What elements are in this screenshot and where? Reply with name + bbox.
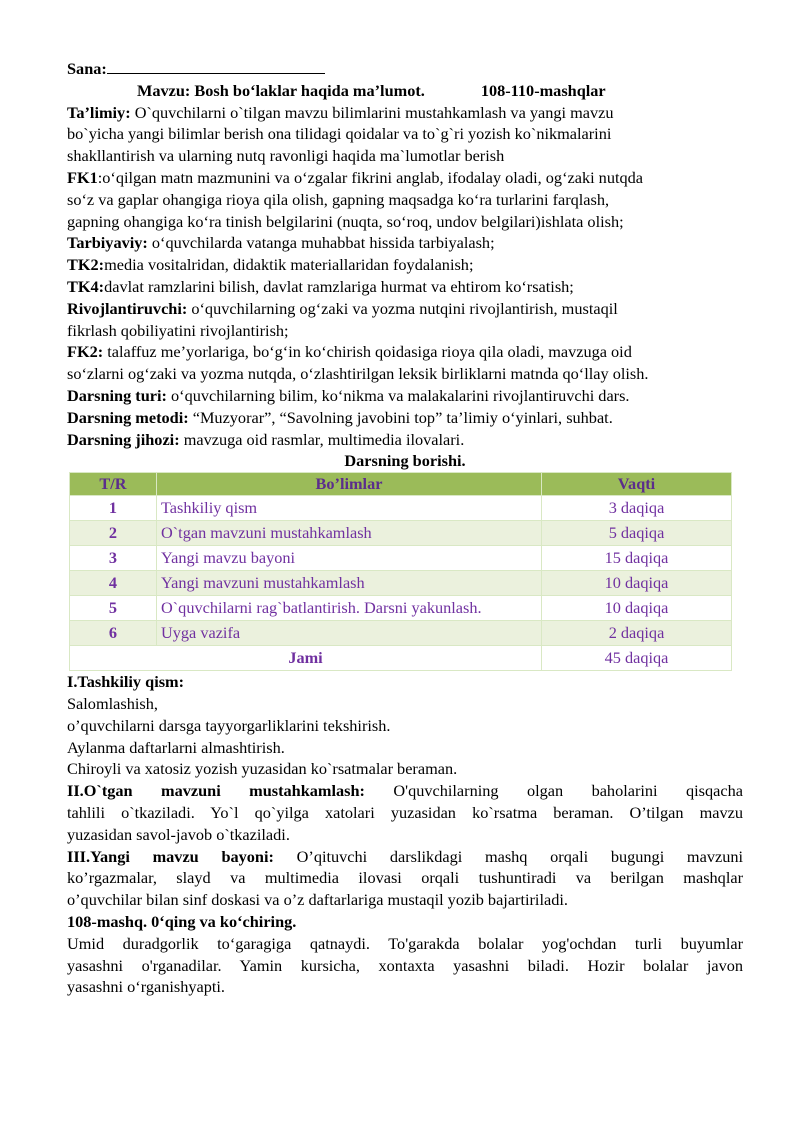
section-1-line: Chiroyli va xatosiz yozish yuzasidan ko`rsatmalar beraman. bbox=[67, 759, 458, 779]
lesson-plan-table bbox=[69, 472, 732, 671]
turi-text: o‘quvchilarning bilim, ko‘nikma va malakalarini rivojlantiruvchi dars. bbox=[166, 385, 630, 405]
metodi-text: “Muzyorar”, “Savolning javobini top” ta’limiy o‘yinlari, suhbat. bbox=[188, 407, 613, 427]
row-time: 10 daqiqa bbox=[542, 571, 732, 596]
section-2-first: O'quvchilarning olgan baholarini qisqacha bbox=[393, 781, 743, 801]
fk1-label: FK1 bbox=[67, 167, 98, 187]
fk2-label: FK2: bbox=[67, 342, 104, 362]
table-total-row bbox=[70, 646, 732, 671]
row-time: 15 daqiqa bbox=[542, 546, 732, 571]
rivoj-line: o‘quvchilarning og‘zaki va yozma nutqini rivojlantirish, mustaqil bbox=[187, 298, 618, 318]
goal-fk1 bbox=[67, 167, 743, 232]
row-section: O`tgan mavzuni mustahkamlash bbox=[157, 521, 542, 546]
column-header-time: Vaqti bbox=[542, 473, 732, 496]
table-row bbox=[70, 546, 732, 571]
column-header-sections: Bo’limlar bbox=[157, 473, 542, 496]
lesson-topic: Mavzu: Bosh bo‘laklar haqida ma’lumot. bbox=[137, 80, 425, 100]
section-2-line: tahlili o`tkaziladi. Yo`l qo`yilga xatolari yuzasidan ko`rsatma beraman. O’tilgan mavzu bbox=[67, 802, 743, 822]
title-row bbox=[67, 80, 743, 102]
lesson-exercises: 108-110-mashqlar bbox=[480, 80, 606, 100]
row-time: 3 daqiqa bbox=[542, 496, 732, 521]
tk4-text: davlat ramzlarini bilish, davlat ramzlariga hurmat va ehtirom ko‘rsatish; bbox=[104, 276, 574, 296]
row-number: 5 bbox=[70, 596, 157, 621]
table-row bbox=[70, 496, 732, 521]
row-number: 3 bbox=[70, 546, 157, 571]
jihozi-text: mavzuga oid rasmlar, multimedia ilovalari. bbox=[179, 429, 465, 449]
row-time: 2 daqiqa bbox=[542, 621, 732, 646]
tk2-label: TK2: bbox=[67, 255, 105, 275]
row-section: Tashkiliy qism bbox=[157, 496, 542, 521]
exercise-line: Umid duradgorlik to‘garagiga qatnaydi. To'garakda bolalar yog'ochdan turli buyumlar bbox=[67, 933, 743, 953]
goal-fk2 bbox=[67, 341, 743, 385]
section-1-line: Aylanma daftarlarni almashtirish. bbox=[67, 737, 285, 757]
date-label: Sana: bbox=[67, 59, 107, 78]
total-time: 45 daqiqa bbox=[542, 646, 732, 671]
date-blank bbox=[107, 59, 325, 74]
plan-heading: Darsning borishi. bbox=[344, 451, 466, 471]
talimiy-line: shakllantirish va ularning nutq ravonligi haqida ma`lumotlar berish bbox=[67, 146, 505, 166]
row-number: 2 bbox=[70, 521, 157, 546]
table-header-row bbox=[70, 473, 732, 496]
row-number: 6 bbox=[70, 621, 157, 646]
rivoj-label: Rivojlantiruvchi: bbox=[67, 298, 188, 318]
goal-rivojlantiruvchi bbox=[67, 298, 743, 342]
section-3-first: O’qituvchi darslikdagi mashq orqali bugungi mavzuni bbox=[273, 846, 743, 866]
tk4-label: TK4: bbox=[67, 276, 105, 296]
jihozi-label: Darsning jihozi: bbox=[67, 429, 180, 449]
fk2-line: so‘zlarni og‘zaki va yozma nutqda, o‘zlashtirilgan leksik birliklarni matnda qo‘llay olish. bbox=[67, 364, 649, 384]
lesson-method bbox=[67, 407, 743, 429]
table-row bbox=[70, 596, 732, 621]
section-2-line: yuzasidan savol-javob o`tkaziladi. bbox=[67, 824, 290, 844]
lesson-equipment bbox=[67, 429, 743, 451]
section-3-title: III.Yangi mavzu bayoni: bbox=[67, 846, 274, 866]
exercise-line: yasashni o'rganadilar. Yamin kursicha, xontaxta yasashni biladi. Hozir bolalar javon bbox=[67, 955, 743, 975]
goal-tk2 bbox=[67, 254, 743, 276]
row-time: 10 daqiqa bbox=[542, 596, 732, 621]
turi-label: Darsning turi: bbox=[67, 385, 167, 405]
row-section: Yangi mavzu bayoni bbox=[157, 546, 542, 571]
fk2-line: talaffuz me’yorlariga, bo‘g‘in ko‘chirish qoidasiga rioya qila oladi, mavzuga oid bbox=[103, 342, 632, 362]
exercise-title: 108-mashq. 0‘qing va ko‘chiring. bbox=[67, 911, 297, 931]
row-number: 4 bbox=[70, 571, 157, 596]
total-label: Jami bbox=[70, 646, 542, 671]
row-number: 1 bbox=[70, 496, 157, 521]
fk1-line: :o‘qilgan matn mazmunini va o‘zgalar fikrini anglab, ifodalay oladi, og‘zaki nutqda bbox=[97, 167, 643, 187]
row-section: Yangi mavzuni mustahkamlash bbox=[157, 571, 542, 596]
metodi-label: Darsning metodi: bbox=[67, 407, 189, 427]
exercise-line: yasashni o‘rganishyapti. bbox=[67, 977, 225, 997]
talimiy-label: Ta’limiy: bbox=[67, 102, 131, 122]
lesson-type bbox=[67, 385, 743, 407]
section-3-line: o’quvchilar bilan sinf doskasi va o’z daftarlariga mustaqil yozib bajartiriladi. bbox=[67, 890, 568, 910]
fk1-line: gapning ohangiga ko‘ra tinish belgilarini (nuqta, so‘roq, undov belgilari)ishlata olish; bbox=[67, 211, 624, 231]
column-header-number: T/R bbox=[70, 473, 157, 496]
tarbiyaviy-label: Tarbiyaviy: bbox=[67, 233, 148, 253]
fk1-line: so‘z va gaplar ohangiga rioya qila olish, gapning maqsadga ko‘ra turlarini farqlash, bbox=[67, 189, 610, 209]
tarbiyaviy-text: o‘quvchilarda vatanga muhabbat hissida tarbiyalash; bbox=[147, 233, 495, 253]
date-line bbox=[67, 58, 743, 80]
section-2-title: II.O`tgan mavzuni mustahkamlash: bbox=[67, 781, 365, 801]
table-row bbox=[70, 571, 732, 596]
goal-talimiy bbox=[67, 102, 743, 167]
section-3-first-line bbox=[67, 846, 743, 868]
goal-tk4 bbox=[67, 276, 743, 298]
goal-tarbiyaviy bbox=[67, 232, 743, 254]
section-1-title: I.Tashkiliy qism: bbox=[67, 672, 185, 692]
tk2-text: media vositalridan, didaktik materiallaridan foydalanish; bbox=[104, 255, 474, 275]
talimiy-line: O`quvchilarni o`tilgan mavzu bilimlarini mustahkamlash va yangi mavzu bbox=[130, 102, 614, 122]
lesson-plan-page bbox=[67, 58, 743, 998]
section-3-line: ko’rgazmalar, slayd va multimedia ilovasi orqali tushuntiradi va berilgan mashqlar bbox=[67, 868, 743, 888]
talimiy-line: bo`yicha yangi bilimlar berish ona tilidagi qoidalar va to`g`ri yozish ko`nikmalarini bbox=[67, 124, 612, 144]
row-time: 5 daqiqa bbox=[542, 521, 732, 546]
row-section: O`quvchilarni rag`batlantirish. Darsni yakunlash. bbox=[157, 596, 542, 621]
rivoj-line: fikrlash qobiliyatini rivojlantirish; bbox=[67, 320, 289, 340]
row-section: Uyga vazifa bbox=[157, 621, 542, 646]
section-1-line: Salomlashish, bbox=[67, 693, 158, 713]
table-row bbox=[70, 521, 732, 546]
section-1-line: o’quvchilarni darsga tayyorgarliklarini tekshirish. bbox=[67, 715, 391, 735]
table-row bbox=[70, 621, 732, 646]
section-2-first-line bbox=[67, 780, 743, 802]
